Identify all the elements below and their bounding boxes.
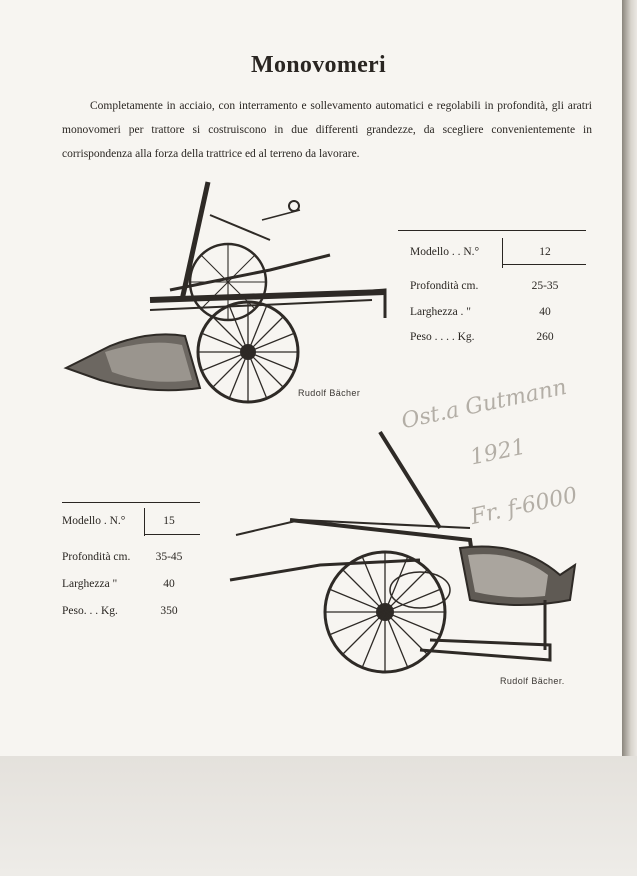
model-value: 12 — [539, 246, 551, 258]
model-value: 15 — [163, 515, 175, 527]
depth-label: Profondità cm. — [62, 551, 131, 563]
table-divider — [144, 508, 145, 536]
table-header-rule — [502, 264, 586, 265]
handwritten-note-line3: Fr. f-6000 — [468, 483, 580, 530]
width-label: Larghezza . " — [410, 306, 471, 318]
weight-label: Peso. . . Kg. — [62, 605, 118, 617]
handwritten-note-line2: 1921 — [468, 434, 528, 471]
depth-label: Profondità cm. — [410, 280, 479, 292]
table-top-rule — [62, 502, 200, 503]
caption-model-12: Rudolf Bächer — [298, 388, 361, 398]
caption-model-15: Rudolf Bächer. — [500, 676, 565, 686]
table-header-rule — [144, 534, 200, 535]
spec-table-model-12 — [398, 230, 588, 360]
depth-value: 35-45 — [155, 551, 183, 563]
spec-table-model-15 — [62, 502, 212, 632]
page-edge-shadow — [622, 0, 637, 756]
intro-paragraph: Completamente in acciaio, con interramento e sollevamento automatici e regolabili in profondità, gli aratri monovomeri per trattore si costruiscono in due differenti grandezze, da scegliere convenientemente in corrispondenza alla forza della trattrice ed al terreno da lavorare. — [62, 100, 592, 160]
weight-label: Peso . . . . Kg. — [410, 331, 475, 343]
width-value: 40 — [163, 578, 175, 590]
weight-value: 260 — [536, 331, 554, 343]
weight-value: 350 — [160, 605, 178, 617]
width-value: 40 — [539, 306, 551, 318]
depth-value: 25-35 — [531, 280, 559, 292]
width-label: Larghezza " — [62, 578, 118, 590]
model-label: Modello . N.° — [62, 515, 126, 527]
background-surface — [0, 756, 637, 876]
model-label: Modello . . N.° — [410, 246, 480, 258]
table-top-rule — [398, 230, 586, 231]
handwritten-note-line1: Ost.a Gutmann — [399, 374, 569, 435]
page-title: Monovomeri — [251, 52, 386, 78]
